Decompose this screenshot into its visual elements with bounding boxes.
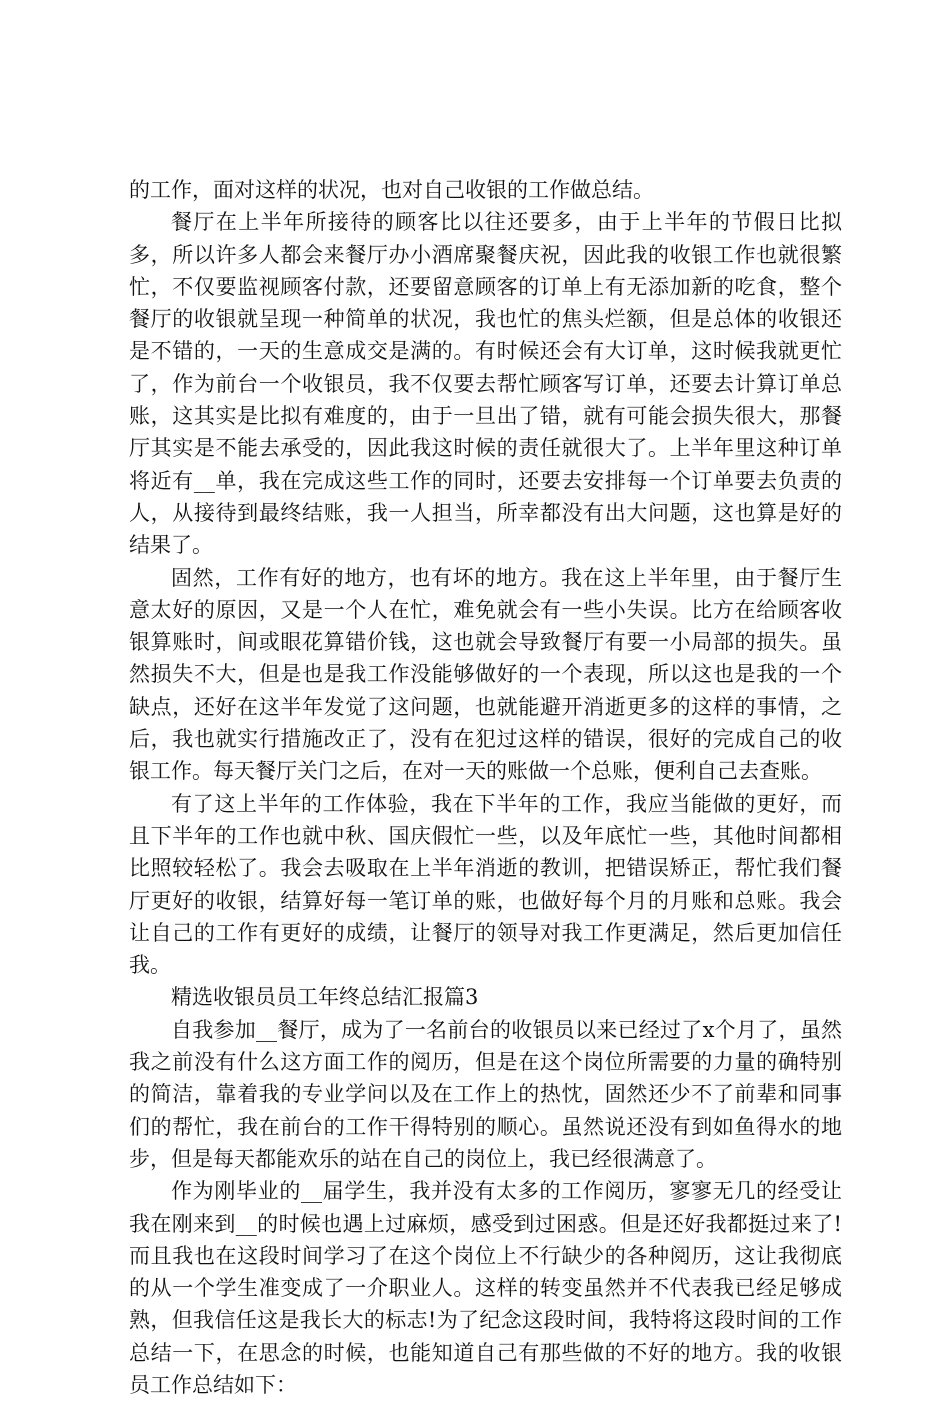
paragraph-second-half-plan: 有了这上半年的工作体验，我在下半年的工作，我应当能做的更好，而且下半年的工作也就中秋、国庆假忙一些，以及年底忙一些，其他时间都相比照较轻松了。我会去吸取在上半年消逝的教训，把错误矫正，帮忙我们餐厅更好的收银，结算好每一笔订单的账，也做好每个月的月账和总账。我会让自己的工作有更好的成绩，让餐厅的领导对我工作更满足，然后更加信任我。 (129, 791, 842, 978)
document-body (129, 174, 842, 1401)
paragraph-first-half-workload: 餐厅在上半年所接待的顾客比以往还要多，由于上半年的节假日比拟多，所以许多人都会来餐厅办小酒席聚餐庆祝，因此我的收银工作也就很繁忙，不仅要监视顾客付款，还要留意顾客的订单上有无添加新的吃食，整个餐厅的收银就呈现一种简单的状况，我也忙的焦头烂额，但是总体的收银还是不错的，一天的生意成交是满的。有时候还会有大订单，这时候我就更忙了，作为前台一个收银员，我不仅要去帮忙顾客写订单，还要去计算订单总账，这其实是比拟有难度的，由于一旦出了错，就有可能会损失很大，那餐厅其实是不能去承受的，因此我这时候的责任就很大了。上半年里这种订单将近有__单，我在完成这些工作的同时，还要去安排每一个订单要去负责的人，从接待到最终结账，我一人担当，所幸都没有出大问题，这也算是好的结果了。 (129, 210, 842, 558)
paragraph-continuation: 的工作，面对这样的状况，也对自己收银的工作做总结。 (129, 178, 654, 202)
paragraph-mistakes: 固然，工作有好的地方，也有坏的地方。我在这上半年里，由于餐厅生意太好的原因，又是一个人在忙，难免就会有一些小失误。比方在给顾客收银算账时，间或眼花算错价钱，这也就会导致餐厅有要一小局部的损失。虽然损失不大，但是也是我工作没能够做好的一个表现，所以这也是我的一个缺点，还好在这半年发觉了这问题，也就能避开消逝更多的这样的事情，之后，我也就实行措施改正了，没有在犯过这样的错误，很好的完成自己的收银工作。每天餐厅关门之后，在对一天的账做一个总账，便利自己去查账。 (129, 565, 842, 784)
paragraph-graduate-experience: 作为刚毕业的__届学生，我并没有太多的工作阅历，寥寥无几的经受让我在刚来到__的时候也遇上过麻烦，感受到过困惑。但是还好我都挺过来了!而且我也在这段时间学习了在这个岗位上不行缺少的各种阅历，这让我彻底的从一个学生准变成了一介职业人。这样的转变虽然并不代表我已经足够成熟，但我信任这是我长大的标志!为了纪念这段时间，我特将这段时间的工作总结一下，在思念的时候，也能知道自己有那些做的不好的地方。我的收银员工作总结如下： (129, 1179, 842, 1397)
paragraph-joining-restaurant: 自我参加__餐厅，成为了一名前台的收银员以来已经过了x个月了，虽然我之前没有什么这方面工作的阅历，但是在这个岗位所需要的力量的确特别的简洁，靠着我的专业学问以及在工作上的热忱，固然还少不了前辈和同事们的帮忙，我在前台的工作干得特别的顺心。虽然说还没有到如鱼得水的地步，但是每天都能欢乐的站在自己的岗位上，我已经很满意了。 (129, 1017, 842, 1171)
section-heading: 精选收银员员工年终总结汇报篇3 (171, 985, 479, 1010)
